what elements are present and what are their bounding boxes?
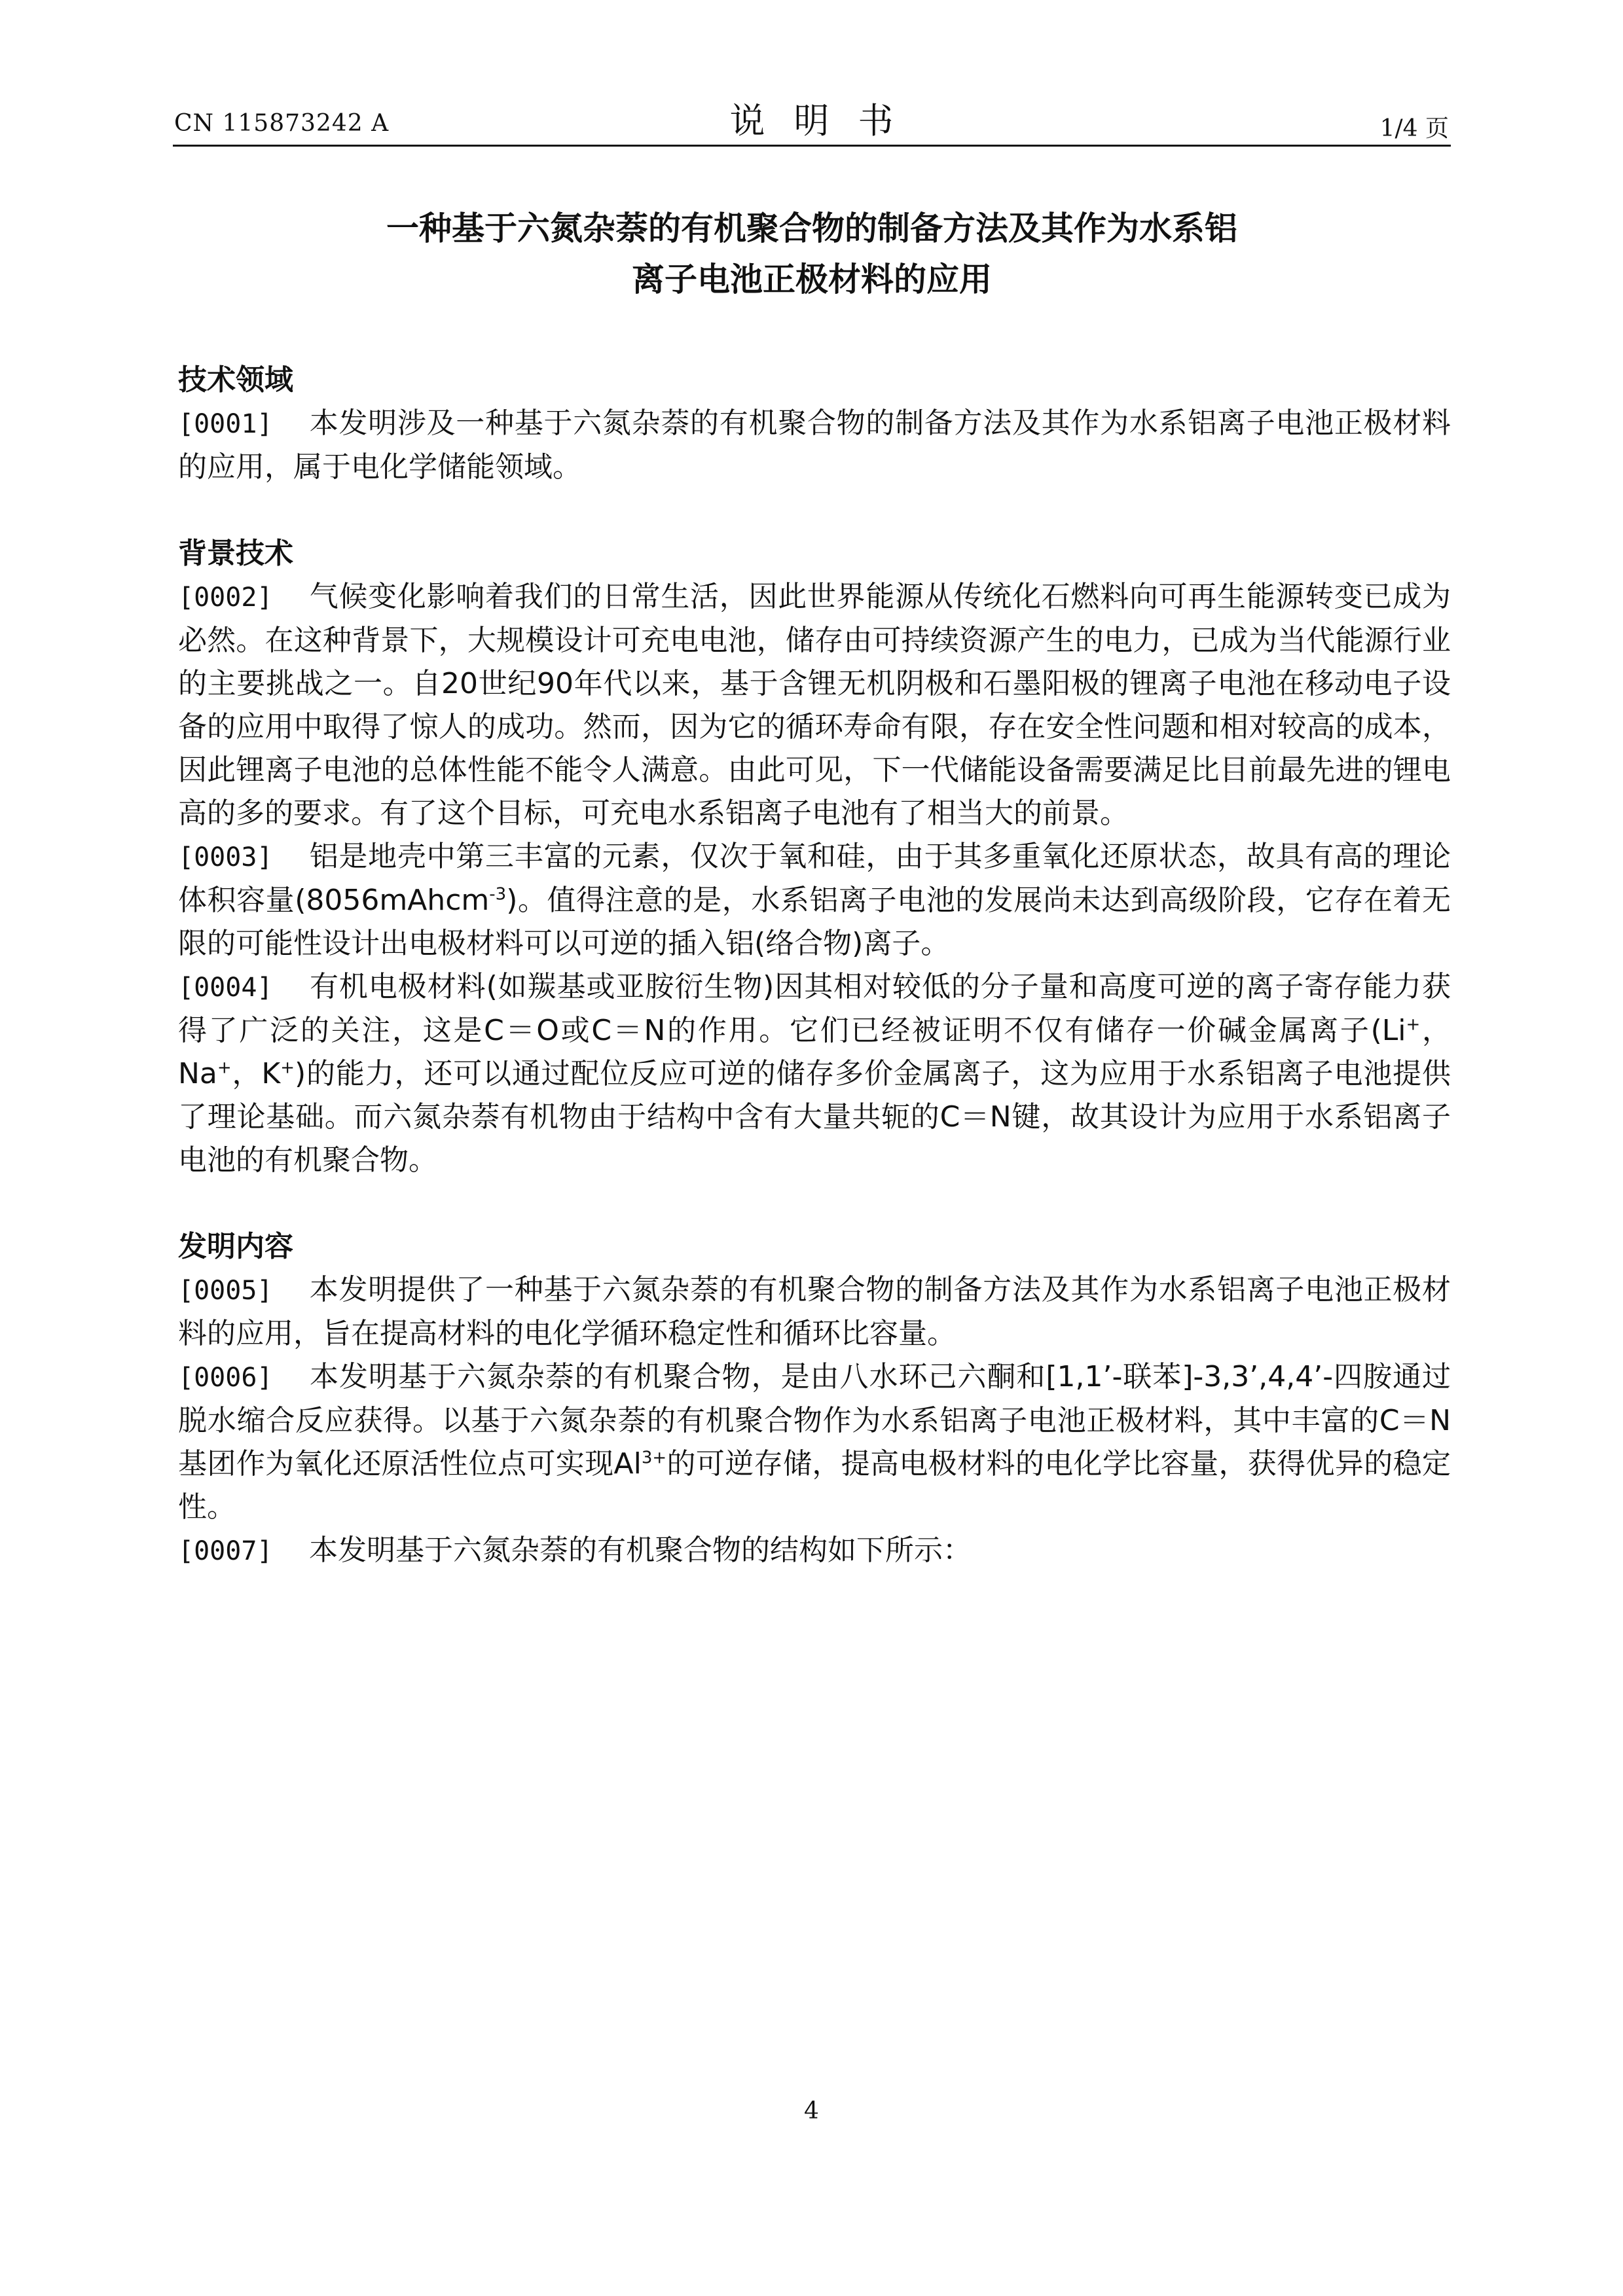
section-spacer bbox=[178, 489, 1451, 532]
paragraph-0005 bbox=[178, 1268, 1451, 1355]
paragraph-text: 气候变化影响着我们的日常生活，因此世界能源从传统化石燃料向可再生能源转变已成为必然。在这种背景下，大规模设计可充电电池，储存由可持续资源产生的电力，已成为当代能源行业的主要挑战之一。自20世纪90年代以来，基于含锂无机阴极和石墨阳极的锂离子电池在移动电子设备的应用中取得了惊人的成功。然而，因为它的循环寿命有限，存在安全性问题和相对较高的成本，因此锂离子电池的总体性能不能令人满意。由此可见，下一代储能设备需要满足比目前最先进的锂电高的多的要求。有了这个目标，可充电水系铝离子电池有了相当大的前景。 bbox=[178, 580, 1451, 830]
superscript: 3+ bbox=[641, 1448, 667, 1468]
paragraph-text: 本发明基于六氮杂萘的有机聚合物，是由八水环己六酮和[1,1’-联苯]-3,3’,4,4’-四胺通过脱水缩合反应获得。以基于六氮杂萘的有机聚合物作为水系铝离子电池正极材料，其中丰富的C＝N基团作为氧化还原活性位点可实现Al bbox=[178, 1360, 1451, 1480]
superscript: + bbox=[280, 1058, 295, 1078]
superscript: -3 bbox=[489, 884, 507, 905]
page-indicator: 1/4 页 bbox=[1379, 115, 1449, 142]
paragraph-number: [0001] bbox=[178, 409, 273, 439]
paragraph-number: [0006] bbox=[178, 1363, 273, 1393]
paragraph-0002 bbox=[178, 575, 1451, 835]
paragraph-text: 铝是地壳中第三丰富的元素，仅次于氧和硅，由于其多重氧化还原状态，故具有高的理论体积容量(8056mAhcm bbox=[178, 840, 1451, 917]
paragraph-0003 bbox=[178, 835, 1451, 965]
paragraph-number: [0002] bbox=[178, 583, 273, 613]
paragraph-0004 bbox=[178, 965, 1451, 1182]
section-heading-background: 背景技术 bbox=[178, 537, 293, 570]
paragraph-text: ，K bbox=[231, 1057, 281, 1090]
title-line-1: 一种基于六氮杂萘的有机聚合物的制备方法及其作为水系铝 bbox=[386, 209, 1237, 247]
paragraph-text: 有机电极材料(如羰基或亚胺衍生物)因其相对较低的分子量和高度可逆的离子寄存能力获得了广泛的关注，这是C＝O或C＝N的作用。它们已经被证明不仅有储存一价碱金属离子(Li bbox=[178, 970, 1451, 1047]
patent-number: CN 115873242 A bbox=[174, 110, 390, 137]
document-type: 说明书 bbox=[729, 100, 922, 141]
section-heading-tech-field: 技术领域 bbox=[178, 363, 293, 397]
paragraph-0006 bbox=[178, 1355, 1451, 1529]
document-title bbox=[173, 203, 1451, 305]
paragraph-number: [0003] bbox=[178, 842, 273, 872]
superscript: + bbox=[1406, 1014, 1421, 1035]
paragraph-text: ，Na bbox=[178, 1014, 1451, 1090]
paragraph-number: [0007] bbox=[178, 1536, 273, 1566]
title-line-2: 离子电池正极材料的应用 bbox=[632, 260, 992, 298]
header-divider bbox=[173, 145, 1451, 147]
paragraph-0001 bbox=[178, 402, 1451, 489]
section-heading-invention: 发明内容 bbox=[178, 1230, 293, 1263]
paragraph-number: [0005] bbox=[178, 1276, 273, 1306]
paragraph-text: 本发明基于六氮杂萘的有机聚合物的结构如下所示： bbox=[309, 1534, 972, 1567]
document-body bbox=[178, 359, 1451, 1573]
paragraph-text: )的能力，还可以通过配位反应可逆的储存多价金属离子，这为应用于水系铝离子电池提供了理论基础。而六氮杂萘有机物由于结构中含有大量共轭的C＝N键，故其设计为应用于水系铝离子电池的有机聚合物。 bbox=[178, 1057, 1451, 1177]
paragraph-text: 的可逆存储，提高电极材料的电化学比容量，获得优异的稳定性。 bbox=[178, 1447, 1451, 1524]
superscript: + bbox=[217, 1058, 232, 1078]
paragraph-text: 本发明提供了一种基于六氮杂萘的有机聚合物的制备方法及其作为水系铝离子电池正极材料的应用，旨在提高材料的电化学循环稳定性和循环比容量。 bbox=[178, 1273, 1451, 1350]
section-spacer bbox=[178, 1182, 1451, 1225]
page-number: 4 bbox=[804, 2098, 819, 2125]
paragraph-text: )。值得注意的是，水系铝离子电池的发展尚未达到高级阶段，它存在着无限的可能性设计出电极材料可以可逆的插入铝(络合物)离子。 bbox=[178, 884, 1451, 960]
paragraph-0007 bbox=[178, 1529, 1451, 1573]
paragraph-text: 本发明涉及一种基于六氮杂萘的有机聚合物的制备方法及其作为水系铝离子电池正极材料的应用，属于电化学储能领域。 bbox=[178, 406, 1451, 484]
paragraph-number: [0004] bbox=[178, 973, 273, 1003]
